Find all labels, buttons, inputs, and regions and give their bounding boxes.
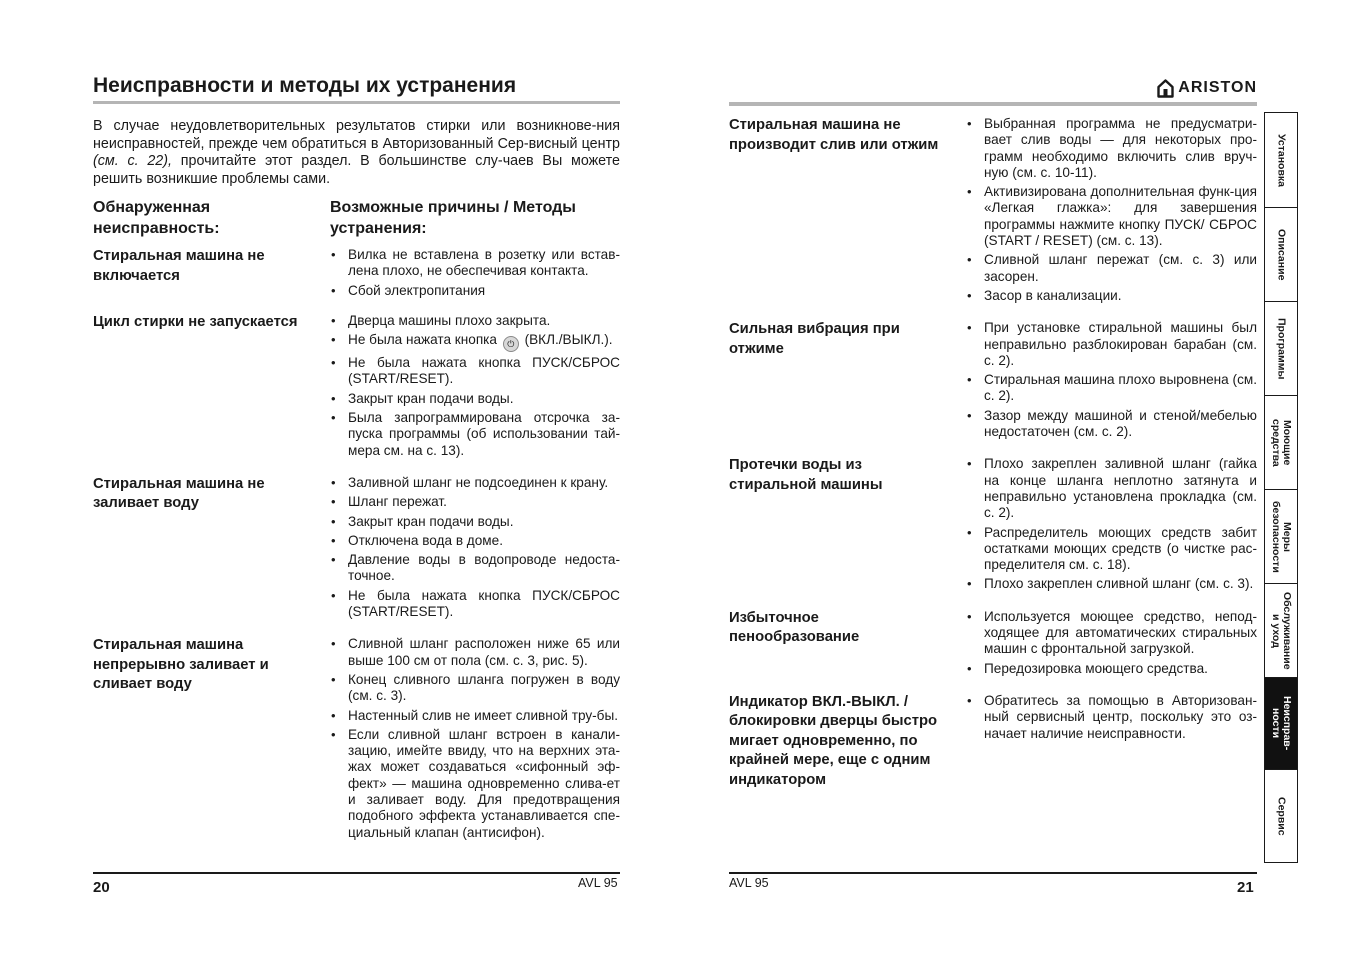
ariston-logo — [1157, 78, 1257, 98]
causes-list — [330, 247, 620, 302]
header-causes: Возможные причины / Методы устранения: — [330, 199, 576, 237]
cause-item: • Заливной шланг не подсоединен к крану. — [330, 475, 620, 491]
intro-paragraph — [93, 118, 620, 188]
problem-label: Избыточное пенообразование — [729, 609, 860, 646]
tab-label: Моющие средства — [1270, 418, 1293, 467]
model-label-left: AVL 95 — [578, 876, 618, 890]
cause-item: • Стиральная машина плохо выровнена (см. с. 2). — [966, 372, 1257, 405]
left-page — [93, 72, 620, 844]
trouble-row — [729, 116, 1257, 307]
causes-list — [966, 456, 1257, 595]
problem-label: Стиральная машина не заливает воду — [93, 475, 265, 512]
cause-item: • Шланг пережат. — [330, 494, 620, 510]
title-rule — [93, 101, 620, 104]
trouble-row — [729, 320, 1257, 443]
page-number-left: 20 — [93, 879, 110, 896]
cause-item: • Сбой электропитания — [330, 283, 620, 299]
tab-label: Программы — [1275, 317, 1288, 380]
causes-list — [966, 609, 1257, 680]
problem-label: Протечки воды из стиральной машины — [729, 457, 883, 493]
cause-item: • Зазор между машиной и стеной/мебелью недостаточен (см. с. 2). — [966, 408, 1257, 441]
trouble-row — [729, 693, 1257, 791]
trouble-row — [93, 247, 620, 302]
tab-label: Установка — [1275, 133, 1288, 187]
trouble-row — [729, 456, 1257, 595]
problem-label: Стиральная машина непрерывно заливает и сливает воду — [93, 637, 269, 693]
header-row — [729, 72, 1257, 100]
cause-item: • Используется моющее средство, непод-ходящее для автоматических стиральных машин с фронтальной загрузкой. — [966, 609, 1257, 658]
cause-suffix: (ВКЛ./ВЫКЛ.). — [524, 332, 613, 348]
intro-text-b: прочитайте этот раздел. В большинстве слу-чаев Вы можете решить возникшие проблемы сами. — [93, 153, 620, 187]
problem-label: Стиральная машина не включается — [93, 248, 265, 284]
brand-name: ARISTON — [1178, 79, 1257, 96]
cause-item — [330, 332, 620, 352]
tab-troubleshooting[interactable] — [1265, 678, 1297, 770]
cause-item: • Была запрограммирована отсрочка за-пуска программы (об использовании тай-мера см. на с. 13). — [330, 410, 620, 459]
footer-rule — [729, 872, 1257, 874]
page-title: Неисправности и методы их устранения — [93, 74, 517, 97]
cause-item: • Засор в канализации. — [966, 288, 1257, 304]
causes-list — [966, 320, 1257, 443]
cause-item: • Распределитель моющих средств забит остатками моющих средств (о чистке рас-пределителя см. с. 18). — [966, 525, 1257, 574]
problem-label: Стиральная машина не производит слив или отжим — [729, 117, 939, 153]
cause-item: • Настенный слив не имеет сливной тру-бы. — [330, 708, 620, 724]
tab-maintenance[interactable] — [1265, 584, 1297, 678]
cause-item: • Передозировка моющего средства. — [966, 661, 1257, 677]
cause-item: • Давление воды в водопроводе недоста-точное. — [330, 552, 620, 585]
cause-item: • Конец сливного шланга погружен в воду (см. с. 3). — [330, 672, 620, 705]
causes-list — [330, 475, 620, 623]
cause-item: • Вилка не вставлена в розетку или встав-лена плохо, не обеспечивая контакта. — [330, 247, 620, 280]
cause-item: • Обратитесь за помощью в Авторизован-ный сервисный центр, поскольку это оз-начает наличие неисправности. — [966, 693, 1257, 742]
cause-item: • Плохо закреплен сливной шланг (см. с. 3). — [966, 576, 1257, 592]
page-number-right: 21 — [1237, 879, 1254, 896]
trouble-row — [93, 475, 620, 623]
cause-item: • Дверца машины плохо закрыта. — [330, 313, 620, 329]
cause-item: • Не была нажата кнопка ПУСК/СБРОС (START/RESET). — [330, 588, 620, 621]
title-rule — [729, 102, 1257, 106]
tab-description[interactable] — [1265, 208, 1297, 302]
footer-rule — [93, 872, 620, 874]
tab-installation[interactable] — [1265, 113, 1297, 208]
cause-item: • Если сливной шланг встроен в канали-зацию, имейте ввиду, что на верхних эта-жах может создаваться «сифонный эф-фект» — машина одновременно слива-ет и заливает воду. Для предотвращения подобного эффекта устанавливается спе-циальный клапан (антисифон). — [330, 727, 620, 841]
column-headers — [93, 197, 620, 239]
cause-item: • Закрыт кран подачи воды. — [330, 391, 620, 407]
trouble-row — [93, 636, 620, 844]
problem-label: Цикл стирки не запускается — [93, 313, 298, 330]
tab-label: Описание — [1275, 228, 1288, 281]
tab-label: Обслуживание и уход — [1270, 591, 1293, 670]
tab-safety[interactable] — [1265, 490, 1297, 584]
section-tabs — [1264, 112, 1298, 863]
tab-programs[interactable] — [1265, 302, 1297, 396]
cause-item: • Выбранная программа не предусматри-вает слив воды — для некоторых про-грамм необходимо включить слив вруч-ную (см. с. 10-11). — [966, 116, 1257, 181]
problem-label: Индикатор ВКЛ.-ВЫКЛ. / блокировки дверцы быстро мигает одновременно, по крайней мере, еще с одним индикатором — [729, 693, 938, 788]
cause-item: • Плохо закреплен заливной шланг (гайка на конце шланга неплотно затянута и неправильно установлена прокладка (см. с. 2). — [966, 456, 1257, 521]
tab-label: Меры безопасности — [1270, 500, 1293, 573]
tab-label: Неисправ- ности — [1270, 696, 1293, 751]
trouble-row — [729, 609, 1257, 680]
problem-label: Сильная вибрация при отжиме — [729, 321, 900, 357]
cause-item: • Сливной шланг пережат (см. с. 3) или засорен. — [966, 252, 1257, 285]
power-button-icon: ⏻ — [503, 336, 519, 352]
causes-list — [966, 693, 1257, 791]
tab-service[interactable] — [1265, 770, 1297, 862]
model-label-right: AVL 95 — [729, 876, 769, 890]
causes-list — [330, 313, 620, 462]
cause-text: Не была нажата кнопка — [348, 332, 497, 348]
header-problem: Обнаруженная неисправность: — [93, 199, 220, 237]
house-logo-icon — [1157, 79, 1174, 98]
cause-item: • Сливной шланг расположен ниже 65 или выше 100 см от пола (см. с. 3, рис. 5). — [330, 636, 620, 669]
right-page — [729, 72, 1257, 790]
tab-label: Сервис — [1275, 796, 1288, 836]
tab-detergents[interactable] — [1265, 396, 1297, 490]
cause-item: • Закрыт кран подачи воды. — [330, 514, 620, 530]
cause-item: • При установке стиральной машины был неправильно разблокирован барабан (см. с. 2). — [966, 320, 1257, 369]
intro-ref: (см. с. 22), — [93, 153, 172, 169]
cause-item: • Отключена вода в доме. — [330, 533, 620, 549]
causes-list — [966, 116, 1257, 307]
cause-item: • Не была нажата кнопка ПУСК/СБРОС (START/RESET). — [330, 355, 620, 388]
trouble-row — [93, 313, 620, 462]
causes-list — [330, 636, 620, 844]
cause-item: • Активизирована дополнительная функ-ция «Легкая глажка»: для завершения программы нажмите кнопку ПУСК/ СБРОС (START / RESET) (см. с. 13). — [966, 184, 1257, 249]
intro-text-a: В случае неудовлетворительных результатов стирки или возникнове-ния неисправностей, прежде чем обратиться в Авторизованный Сер-висный центр — [93, 118, 620, 152]
